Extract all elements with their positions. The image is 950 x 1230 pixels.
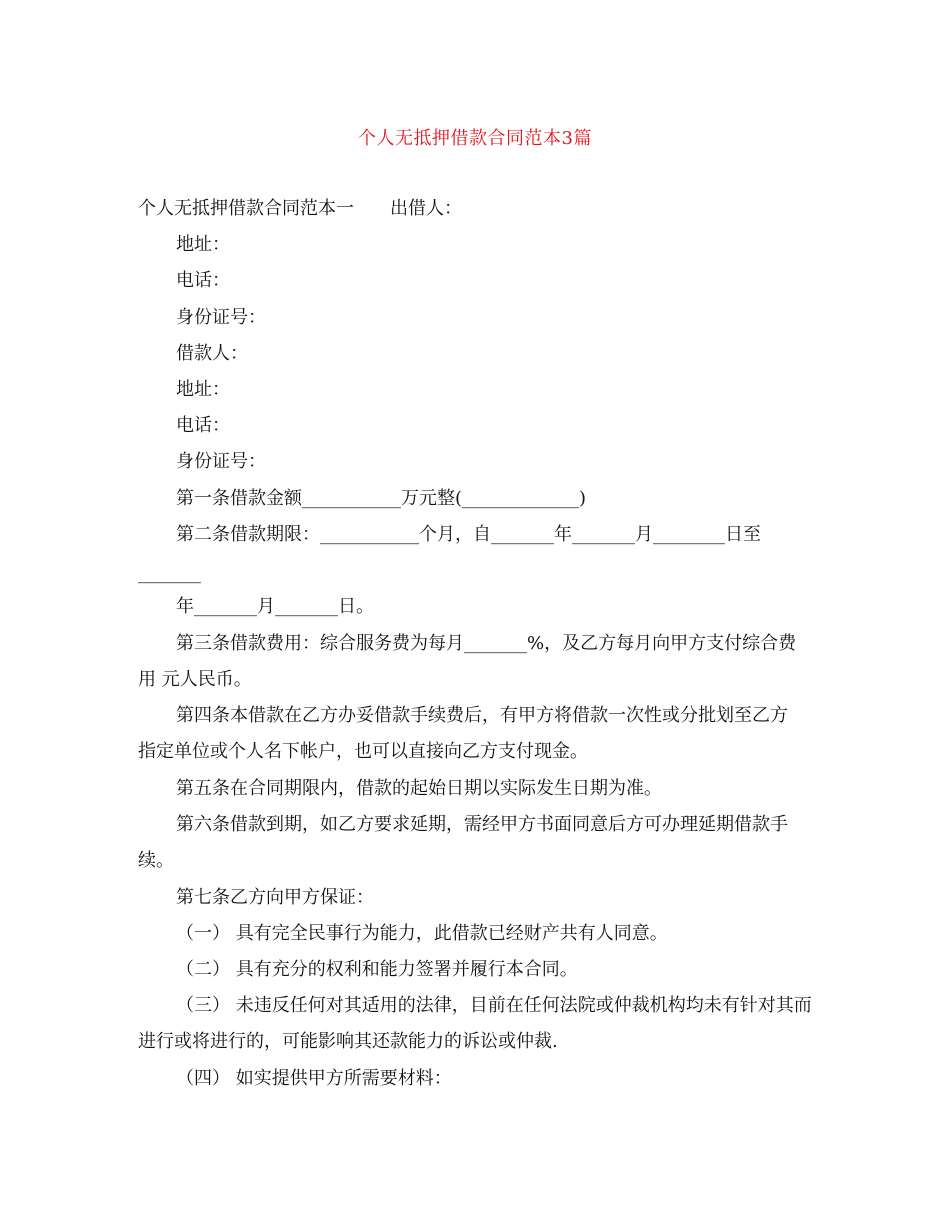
lender-phone: 电话： [176,270,230,291]
clause-7-item-4: （四） 如实提供甲方所需要材料： [176,1068,452,1089]
contract-heading: 个人无抵押借款合同范本一 [138,198,354,219]
clause-1: 第一条借款金额___________万元整(_____________) [176,488,587,509]
heading-line [138,198,462,220]
borrower-id: 身份证号： [176,451,266,472]
lender-label: 出借人： [390,198,462,219]
clause-6-line-2: 续。 [138,850,174,871]
borrower-label: 借款人： [176,343,248,364]
clause-3-line-2: 用 元人民币。 [138,669,252,690]
clause-7-item-1: （一） 具有完全民事行为能力，此借款已经财产共有人同意。 [176,923,668,944]
clause-2-line-2: _______ [138,563,201,584]
clause-4-line-2: 指定单位或个人名下帐户，也可以直接向乙方支付现金。 [138,741,588,762]
document-title: 个人无抵押借款合同范本3篇 [358,128,592,149]
clause-2-line-1: 第二条借款期限：___________个月，自_______年_______月________日至 [176,524,761,545]
clause-7-item-3-line-2: 进行或将进行的，可能影响其还款能力的诉讼或仲裁. [138,1031,558,1052]
lender-id: 身份证号： [176,307,266,328]
clause-5: 第五条在合同期限内，借款的起始日期以实际发生日期为准。 [176,778,662,799]
borrower-address: 地址： [176,379,230,400]
clause-3-line-1: 第三条借款费用：综合服务费为每月_______%，及乙方每月向甲方支付综合费 [176,633,797,654]
clause-4-line-1: 第四条本借款在乙方办妥借款手续费后，有甲方将借款一次性或分批划至乙方 [176,705,788,726]
clause-7-item-2: （二） 具有充分的权利和能力签署并履行本合同。 [176,959,578,980]
clause-2-line-3: 年_______月_______日。 [176,596,374,617]
clause-7-item-3-line-1: （三） 未违反任何对其适用的法律，目前在任何法院或仲裁机构均未有针对其而 [176,995,812,1016]
clause-6-line-1: 第六条借款到期，如乙方要求延期，需经甲方书面同意后方可办理延期借款手 [176,814,788,835]
clause-7: 第七条乙方向甲方保证： [176,887,374,908]
borrower-phone: 电话： [176,415,230,436]
lender-address: 地址： [176,234,230,255]
